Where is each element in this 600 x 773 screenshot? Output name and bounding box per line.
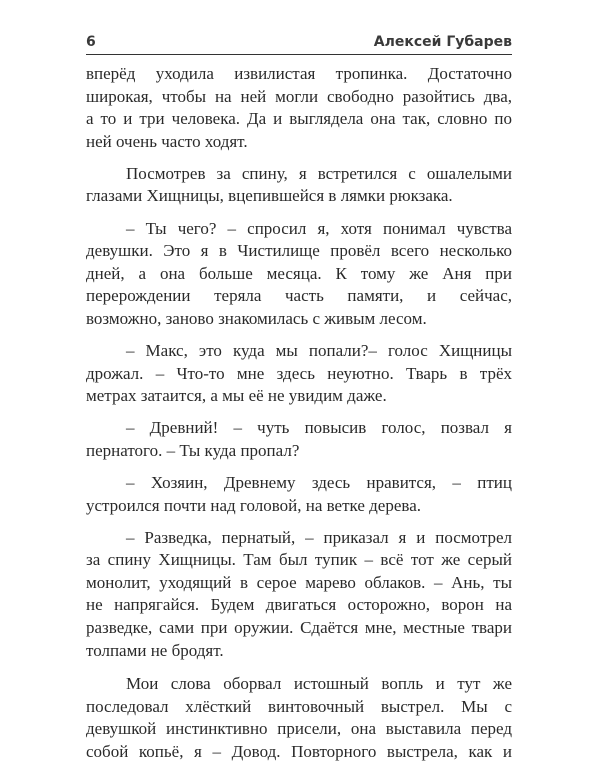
- running-header: [86, 30, 512, 55]
- paragraph: [86, 340, 512, 408]
- text-line: глазами Хищницы, вцепившейся в лямки рюкзака.: [86, 186, 453, 206]
- text-line: метрах затаится, а мы её не увидим даже.: [86, 386, 387, 406]
- text-line: – Разведка, пернатый, – приказал я и посмотрел: [126, 527, 512, 547]
- text-line: ней очень часто ходят.: [86, 131, 248, 151]
- text-line: широкая, чтобы на ней могли свободно разойтись два,: [86, 86, 512, 106]
- text-line: – Древний! – чуть повысив голос, позвал я: [126, 418, 512, 438]
- text-line: девушки. Это я в Чистилище провёл всего несколько: [86, 241, 512, 261]
- text-line: – Ты чего? – спросил я, хотя понимал чувства: [126, 218, 512, 238]
- author-name: Алексей Губарев: [373, 34, 512, 50]
- text-line: толпами не бродят.: [86, 640, 224, 660]
- text-line: девушкой инстинктивно присели, она выставила перед: [86, 719, 512, 739]
- text-line: а то и три человека. Да и выглядела она так, словно по: [86, 109, 512, 129]
- text-line: пернатого. – Ты куда пропал?: [86, 440, 300, 460]
- paragraph: [86, 218, 512, 331]
- text-line: последовал хлёсткий винтовочный выстрел. Мы с: [86, 696, 512, 716]
- paragraph: [86, 417, 512, 462]
- page-number: 6: [86, 34, 96, 50]
- paragraph: [86, 163, 512, 208]
- text-line: разведке, сами при оружии. Сдаётся мне, местные твари: [86, 618, 512, 638]
- text-line: дней, а она больше месяца. К тому же Аня при: [86, 263, 512, 283]
- text-line: – Хозяин, Древнему здесь нравится, – птиц: [126, 473, 512, 492]
- paragraph: [86, 63, 512, 153]
- page-body-text: [86, 63, 512, 773]
- text-line: дрожал. – Что-то мне здесь неуютно. Тварь в трёх: [86, 363, 512, 383]
- text-line: собой копьё, я – Довод. Повторного выстрела, как и: [86, 742, 512, 762]
- text-line: Мои слова оборвал истошный вопль и тут же: [126, 674, 512, 694]
- text-line: за спину Хищницы. Там был тупик – всё тот же серый: [86, 550, 512, 570]
- text-line: – Макс, это куда мы попали?– голос Хищницы: [126, 341, 512, 361]
- paragraph: [86, 673, 512, 763]
- text-line: монолит, уходящий в серое марево облаков. – Ань, ты: [86, 572, 512, 592]
- text-line: возможно, заново знакомилась с живым лесом.: [86, 308, 427, 328]
- paragraph: [86, 527, 512, 663]
- text-line: не напрягайся. Будем двигаться осторожно, ворон на: [86, 595, 512, 615]
- text-line: устроился почти над головой, на ветке дерева.: [86, 495, 421, 515]
- text-line: Посмотрев за спину, я встретился с ошалелыми: [126, 163, 512, 183]
- text-line: вперёд уходила извилистая тропинка. Достаточно: [86, 64, 512, 83]
- paragraph: [86, 472, 512, 517]
- text-line: перерождении теряла часть памяти, и сейчас,: [86, 286, 512, 306]
